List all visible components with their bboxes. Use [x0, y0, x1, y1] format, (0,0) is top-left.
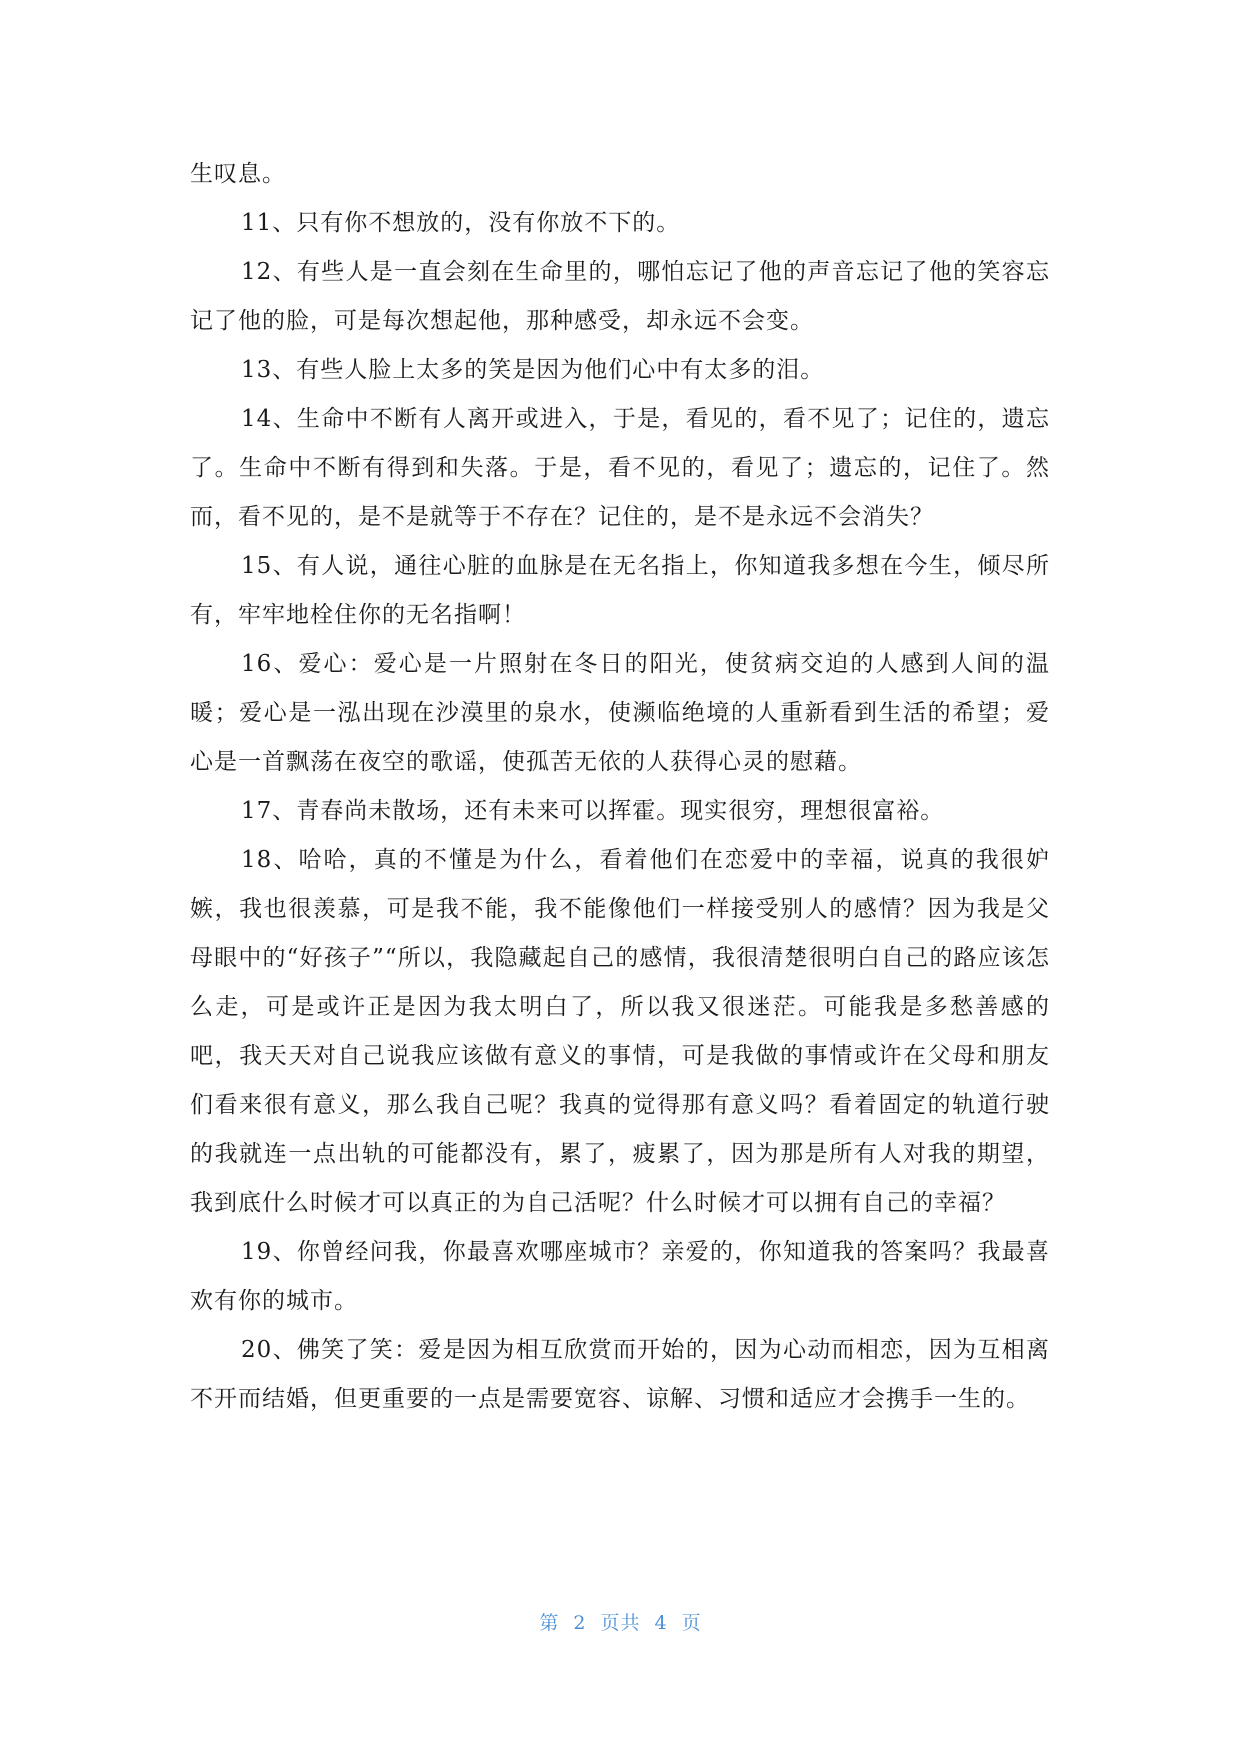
- paragraph-18: 18、哈哈，真的不懂是为什么，看着他们在恋爱中的幸福，说真的我很妒嫉，我也很羡慕，可是我不能，我不能像他们一样接受别人的感情？因为我是父母眼中的“好孩子”“所以，我隐藏起自己的感情，我很清楚很明白自己的路应该怎么走，可是或许正是因为我太明白了，所以我又很迷茫。可能我是多愁善感的吧，我天天对自己说我应该做有意义的事情，可是我做的事情或许在父母和朋友们看来很有意义，那么我自己呢？我真的觉得那有意义吗？看着固定的轨道行驶的我就连一点出轨的可能都没有，累了，疲累了，因为那是所有人对我的期望，我到底什么时候才可以真正的为自己活呢？什么时候才可以拥有自己的幸福？: [190, 847, 1050, 1216]
- paragraph-13: 13、有些人脸上太多的笑是因为他们心中有太多的泪。: [241, 357, 825, 383]
- footer-total-pages: 4: [654, 1612, 668, 1634]
- footer-middle: 页共: [600, 1612, 641, 1634]
- paragraph-11: 11、只有你不想放的，没有你放不下的。: [241, 210, 681, 236]
- paragraph-14: 14、生命中不断有人离开或进入，于是，看见的，看不见了；记住的，遗忘了。生命中不断有得到和失落。于是，看不见的，看见了；遗忘的，记住了。然而，看不见的，是不是就等于不存在？记住的，是不是永远不会消失？: [190, 406, 1050, 530]
- paragraph-19: 19、你曾经问我，你最喜欢哪座城市？亲爱的，你知道我的答案吗？我最喜欢有你的城市。: [190, 1239, 1050, 1314]
- paragraph-20: 20、佛笑了笑：爱是因为相互欣赏而开始的，因为心动而相恋，因为互相离不开而结婚，但更重要的一点是需要宽容、谅解、习惯和适应才会携手一生的。: [190, 1337, 1050, 1412]
- paragraph-17: 17、青春尚未散场，还有未来可以挥霍。现实很穷，理想很富裕。: [241, 798, 945, 824]
- footer-suffix: 页: [681, 1612, 702, 1634]
- document-body: [190, 150, 1050, 1424]
- paragraph-16: 16、爱心：爱心是一片照射在冬日的阳光，使贫病交迫的人感到人间的温暖；爱心是一泓出现在沙漠里的泉水，使濒临绝境的人重新看到生活的希望；爱心是一首飘荡在夜空的歌谣，使孤苦无依的人获得心灵的慰藉。: [190, 651, 1050, 775]
- footer-prefix: 第: [539, 1612, 560, 1634]
- paragraph-continuation: 生叹息。: [190, 161, 286, 187]
- page-footer: [0, 1608, 1241, 1635]
- paragraph-12: 12、有些人是一直会刻在生命里的，哪怕忘记了他的声音忘记了他的笑容忘记了他的脸，可是每次想起他，那种感受，却永远不会变。: [190, 259, 1050, 334]
- footer-page-number: 2: [573, 1612, 587, 1634]
- paragraph-15: 15、有人说，通往心脏的血脉是在无名指上，你知道我多想在今生，倾尽所有，牢牢地栓住你的无名指啊！: [190, 553, 1050, 628]
